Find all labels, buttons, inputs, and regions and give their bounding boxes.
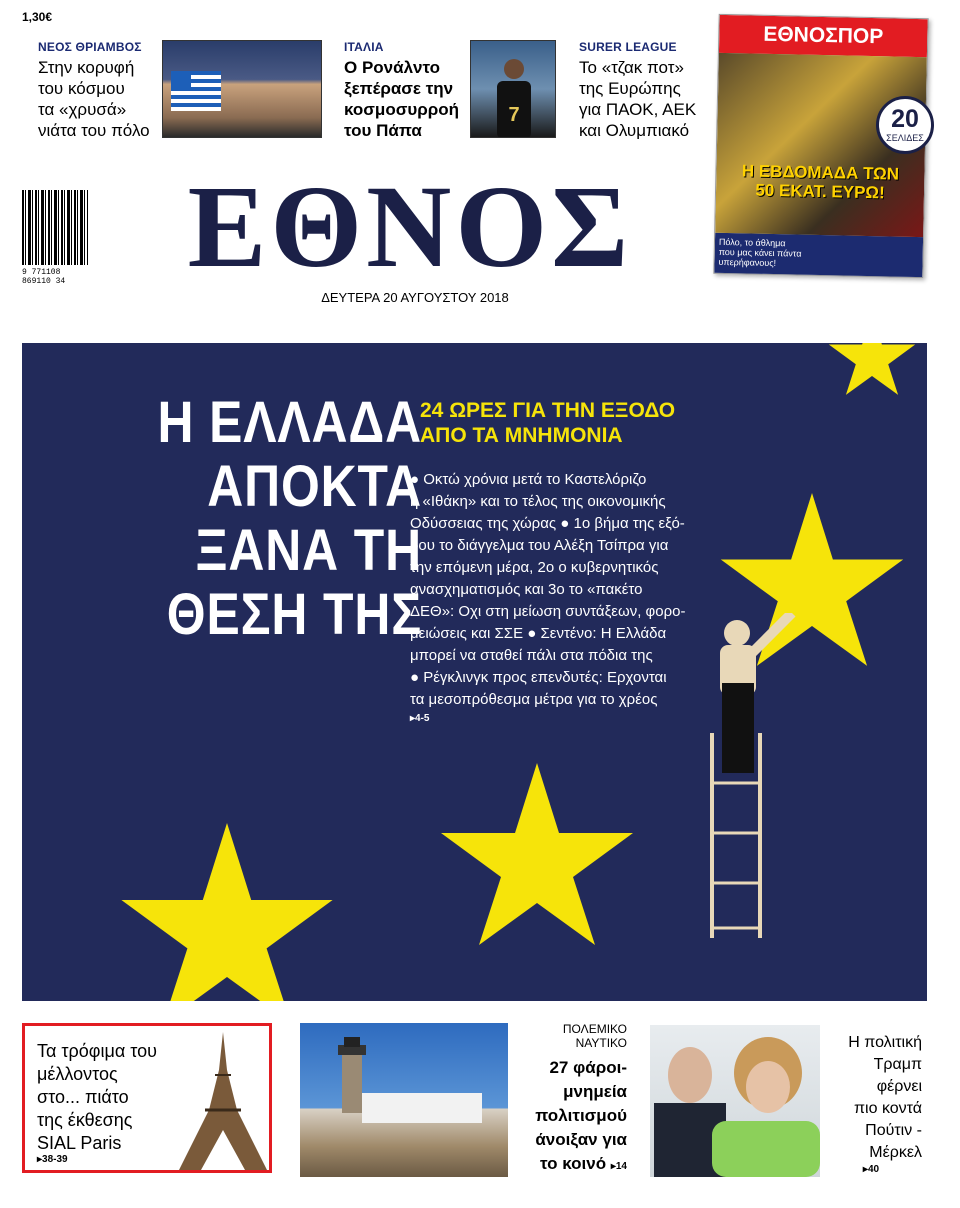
teaser-line: κοσμοσυρροή [344,100,460,119]
hero-body [410,469,710,711]
lighthouse-icon [300,1023,508,1177]
barcode-icon [22,190,88,265]
food-page-ref[interactable]: ▸38-39 [37,1154,68,1165]
food-headline [37,1040,187,1155]
teaser-kicker: ΙΤΑΛΙΑ [344,40,384,54]
barcode [22,190,88,290]
ronaldo-photo[interactable] [470,40,556,138]
politics-line: πιο κοντά [854,1100,922,1117]
lighthouse-line: πολιτισμού [535,1106,627,1125]
hero-subheadline [420,398,675,448]
hero-headline [112,391,422,647]
hero-sub-line: 24 ΩΡΕΣ ΓΙΑ ΤΗΝ ΕΞΟΔΟ [420,399,676,422]
hero-body-line: Οδύσσειας της χώρας ● 1ο βήμα της εξό- [410,515,685,532]
hero-body-line: ● Οκτώ χρόνια μετά το Καστελόριζο [410,471,647,488]
star-icon [112,823,342,1001]
teaser-line: τα «χρυσά» [38,100,127,119]
hero-body-line: ανασχηματισμός και 3ο το «πακέτο [410,581,643,598]
hero-body-line: την επόμενη μέρα, 2ο ο κυβερνητικός [410,559,659,576]
lighthouse-line: 27 φάροι- [549,1058,627,1077]
insert-headline-2: 50 ΕΚΑΤ. ΕΥΡΩ! [755,180,885,203]
lighthouse-line: μνημεία [563,1082,627,1101]
two-leaders-icon [650,1025,820,1177]
badge-label: ΣΕΛΙΔΕΣ [886,133,924,143]
teaser-trump-policy[interactable] [820,1032,922,1175]
hero-body-line: μπορεί να σταθεί πάλι στα πόδια της [410,647,653,664]
lighthouse-kicker: ΝΑΥΤΙΚΟ [575,1036,627,1050]
hero-body-line: η «Ιθάκη» και το τέλος της οικονομικής [410,493,666,510]
teaser-line: Στην κορυφή [38,58,135,77]
teaser-line: Το «τζακ ποτ» [579,58,684,77]
politics-line: φέρνει [876,1078,922,1095]
putin-merkel-photo[interactable] [650,1025,820,1177]
teaser-line: και Ολυμπιακό [579,121,690,140]
hero-headline-line: ΑΠΟΚΤΑ [207,454,422,519]
water-polo-team-photo[interactable] [162,40,322,138]
hero-story[interactable] [22,343,927,1001]
teaser-kicker: ΝΕΟΣ ΘΡΙΑΜΒΟΣ [38,40,142,54]
hero-body-line: ΔΕΘ»: Οχι στη μείωση συντάξεων, φορο- [410,603,686,620]
teaser-super-league[interactable] [579,40,709,141]
politics-line: Μέρκελ [869,1144,922,1161]
hero-body-line: τα μεσοπρόθεσμα μέτρα για το χρέος [410,691,658,708]
food-line: της έκθεσης [37,1110,133,1130]
lighthouse-photo[interactable] [300,1023,508,1177]
pages-badge [876,96,934,154]
teaser-lighthouses[interactable] [512,1022,627,1179]
teaser-line: για ΠΑΟΚ, ΑΕΚ [579,100,697,119]
teaser-line: του Πάπα [344,121,422,140]
greek-flag-icon [163,41,322,138]
teaser-line: της Ευρώπης [579,79,681,98]
star-icon [432,763,642,963]
teaser-line: του κόσμου [38,79,125,98]
politics-page-ref[interactable]: ▸40 [862,1164,880,1175]
insert-headline-1: Η ΕΒΔΟΜΑΔΑ ΤΩΝ [741,161,900,184]
barcode-number: 9 771108 869110 34 [22,268,66,286]
star-icon [802,343,927,403]
hero-headline-line: ΞΑΝΑ ΤΗ [195,518,422,583]
hero-body-line: δου το διάγγελμα του Αλέξη Τσίπρα για [410,537,669,554]
politics-line: Η πολιτική [848,1034,922,1051]
teaser-line: ξεπέρασε την [344,79,454,98]
hero-page-ref[interactable]: ▸4-5 [410,713,430,724]
food-line: Τα τρόφιμα του [37,1041,157,1061]
hero-headline-line: Η ΕΛΛΑΔΑ [157,390,422,455]
teaser-ronaldo[interactable] [344,40,469,141]
masthead-logo[interactable]: ΕΘΝΟΣ [187,161,633,292]
lighthouse-kicker: ΠΟΛΕΜΙΚΟ [562,1022,627,1036]
insert-footer-line: Πόλο, το άθλημα [718,236,786,249]
player-silhouette-icon [471,41,556,138]
teaser-sial-paris[interactable] [22,1023,272,1173]
hero-sub-line: ΑΠΟ ΤΑ ΜΝΗΜΟΝΙΑ [420,424,623,447]
food-line: μέλλοντος [37,1064,118,1084]
hero-headline-line: ΘΕΣΗ ΤΗΣ [166,582,422,647]
teaser-line: Ο Ρονάλντο [344,58,440,77]
issue-date: ΔΕΥΤΕΡΑ 20 ΑΥΓΟΥΣΤΟΥ 2018 [321,290,509,305]
lighthouse-line: άνοιξαν για [535,1130,627,1149]
teaser-water-polo[interactable] [38,40,158,141]
eiffel-tower-icon [175,1030,271,1172]
teaser-line: νιάτα του πόλο [38,121,150,140]
insert-footer-line: υπερήφανους! [718,256,777,269]
politics-line: Τραμπ [873,1056,922,1073]
price-label: 1,30€ [22,10,53,24]
insert-footer-line: που μας κάνει πάντα [718,246,802,259]
lighthouse-line: το κοινό [540,1154,607,1173]
lighthouse-page-ref[interactable]: ▸14 [610,1161,627,1172]
hero-body-line: ● Ρέγκλινγκ προς επενδυτές: Ερχονται [410,669,667,686]
hero-body-line: μειώσεις και ΣΣΕ ● Σεντένο: Η Ελλάδα [410,625,667,642]
insert-title: ΕΘΝΟΣΠΟΡ [719,15,928,57]
teaser-kicker: SURER LEAGUE [579,40,677,54]
badge-number: 20 [891,105,919,133]
food-line: SIAL Paris [37,1133,122,1153]
politics-line: Πούτιν - [865,1122,922,1139]
food-line: στο... πιάτο [37,1087,129,1107]
svg-text:7: 7 [508,104,520,126]
